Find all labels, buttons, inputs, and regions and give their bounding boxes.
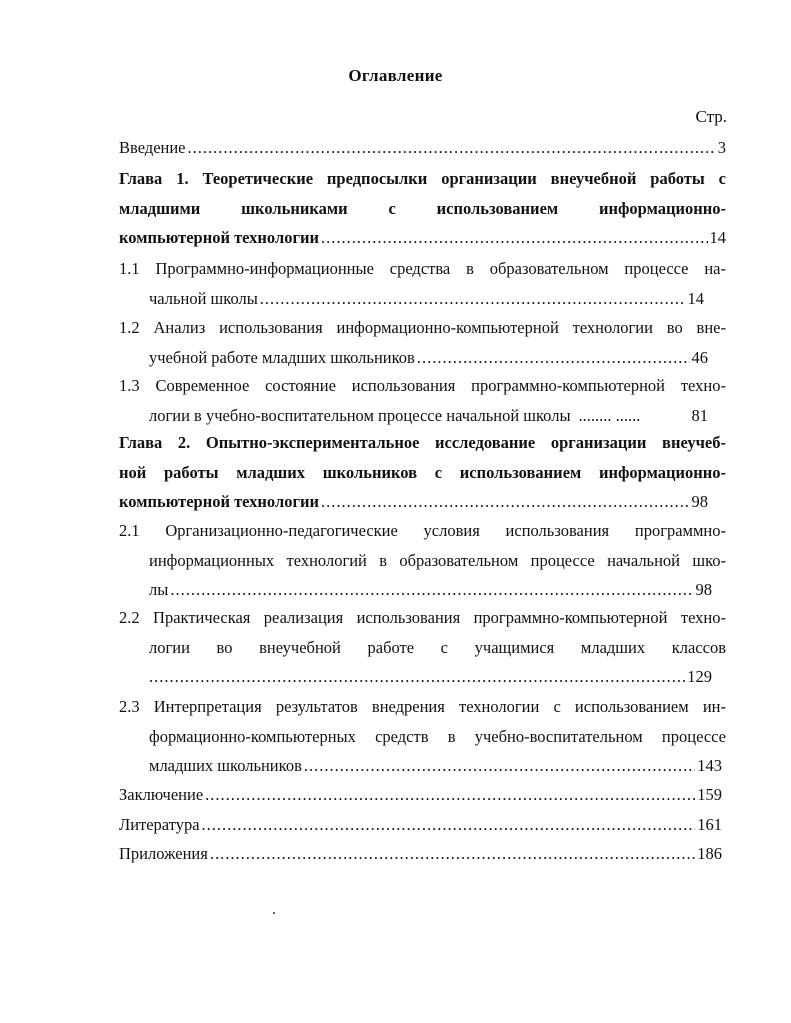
toc-page-number: 98	[695, 580, 712, 599]
toc-page-number: 161	[697, 815, 722, 834]
toc-entry-section-1-1[interactable]	[119, 254, 726, 313]
toc-entry-text: ной работы младших школьников с использованием информационно-	[119, 462, 726, 482]
toc-entry-text: 2.1 Организационно-педагогические условия использования программно-	[119, 521, 726, 540]
toc-entry-text: Литература	[119, 815, 200, 834]
toc-page-number: 46	[691, 347, 708, 367]
toc-entry-text: информационных технологий в образовательном процессе начальной шко-	[149, 550, 726, 570]
toc-entry-text: Глава 2. Опытно-экспериментальное исследование организации внеучеб-	[119, 433, 726, 452]
dot-leader	[170, 575, 693, 605]
dot-leader	[321, 487, 690, 517]
toc-entry-text: Приложения	[119, 844, 208, 863]
page-title: Оглавление	[348, 66, 443, 85]
toc-entry-conclusion[interactable]	[119, 780, 726, 810]
toc-page-number: 81	[691, 405, 708, 425]
toc-entry-intro[interactable]	[119, 133, 726, 163]
toc-page-number: 159	[697, 785, 722, 804]
toc-page-number: 14	[709, 228, 726, 247]
toc-entry-text: 2.2 Практическая реализация использования программно-компьютерной техно-	[119, 608, 726, 627]
toc-page-number: 98	[691, 492, 708, 511]
toc-entry-text: компьютерной технологии	[119, 492, 319, 511]
toc-entry-text: лы	[149, 580, 169, 599]
toc-entry-text: 2.3 Интерпретация результатов внедрения технологии с использованием ин-	[119, 697, 726, 716]
toc-entry-literature[interactable]	[119, 810, 726, 840]
toc-entry-section-2-2[interactable]	[119, 603, 726, 692]
toc-entry-text: логии в учебно-воспитательном процессе начальной школы	[149, 405, 571, 425]
toc-page-number: 129	[687, 667, 712, 686]
toc-entry-text: 1.1 Программно-информационные средства в образовательном процессе на-	[119, 259, 726, 278]
dot-leader: ........ ......	[578, 405, 641, 425]
toc-entry-text: младших школьников	[149, 756, 302, 775]
dot-leader	[205, 780, 695, 810]
toc-entry-text: Введение	[119, 138, 186, 157]
toc-entry-text: 1.2 Анализ использования информационно-компьютерной технологии во вне-	[119, 318, 726, 337]
scan-speck	[273, 912, 275, 914]
dot-leader	[260, 284, 686, 314]
toc-entry-text: логии во внеучебной работе с учащимися младших классов	[149, 637, 726, 657]
toc-entry-section-2-3[interactable]	[119, 692, 726, 781]
toc-entry-text: Глава 1. Теоретические предпосылки организации внеучебной работы с	[119, 169, 726, 188]
toc-entry-text: учебной работе младших школьников	[149, 347, 415, 367]
toc-entry-text: 1.3 Современное состояние использования программно-компьютерной техно-	[119, 376, 726, 395]
dot-leader	[202, 810, 696, 840]
toc-entry-section-1-2[interactable]	[119, 313, 726, 372]
toc-page-number: 14	[687, 288, 704, 308]
dot-leader	[417, 343, 690, 373]
toc-entry-section-2-1[interactable]	[119, 516, 726, 605]
dot-leader	[188, 133, 716, 163]
dot-leader	[304, 751, 695, 781]
toc-entry-text: чальной школы	[149, 288, 258, 308]
toc-page-number: 186	[697, 844, 722, 863]
toc-entry-chapter-1[interactable]	[119, 164, 726, 253]
dot-leader	[321, 223, 708, 253]
dot-leader	[149, 662, 685, 692]
dot-leader	[210, 839, 695, 869]
page-column-label: Стр.	[695, 107, 727, 126]
toc-entry-text: Заключение	[119, 785, 204, 804]
toc-entry-text: компьютерной технологии	[119, 228, 319, 247]
toc-page-number: 3	[717, 138, 726, 157]
toc-page-number: 143	[697, 756, 722, 775]
toc-entry-text: формационно-компьютерных средств в учебно-воспитательном процессе	[149, 726, 726, 746]
toc-entry-chapter-2[interactable]	[119, 428, 726, 517]
toc-entry-appendices[interactable]	[119, 839, 726, 869]
toc-entry-section-1-3[interactable]	[119, 371, 726, 430]
toc-entry-text: младшими школьниками с использованием информационно-	[119, 198, 726, 218]
